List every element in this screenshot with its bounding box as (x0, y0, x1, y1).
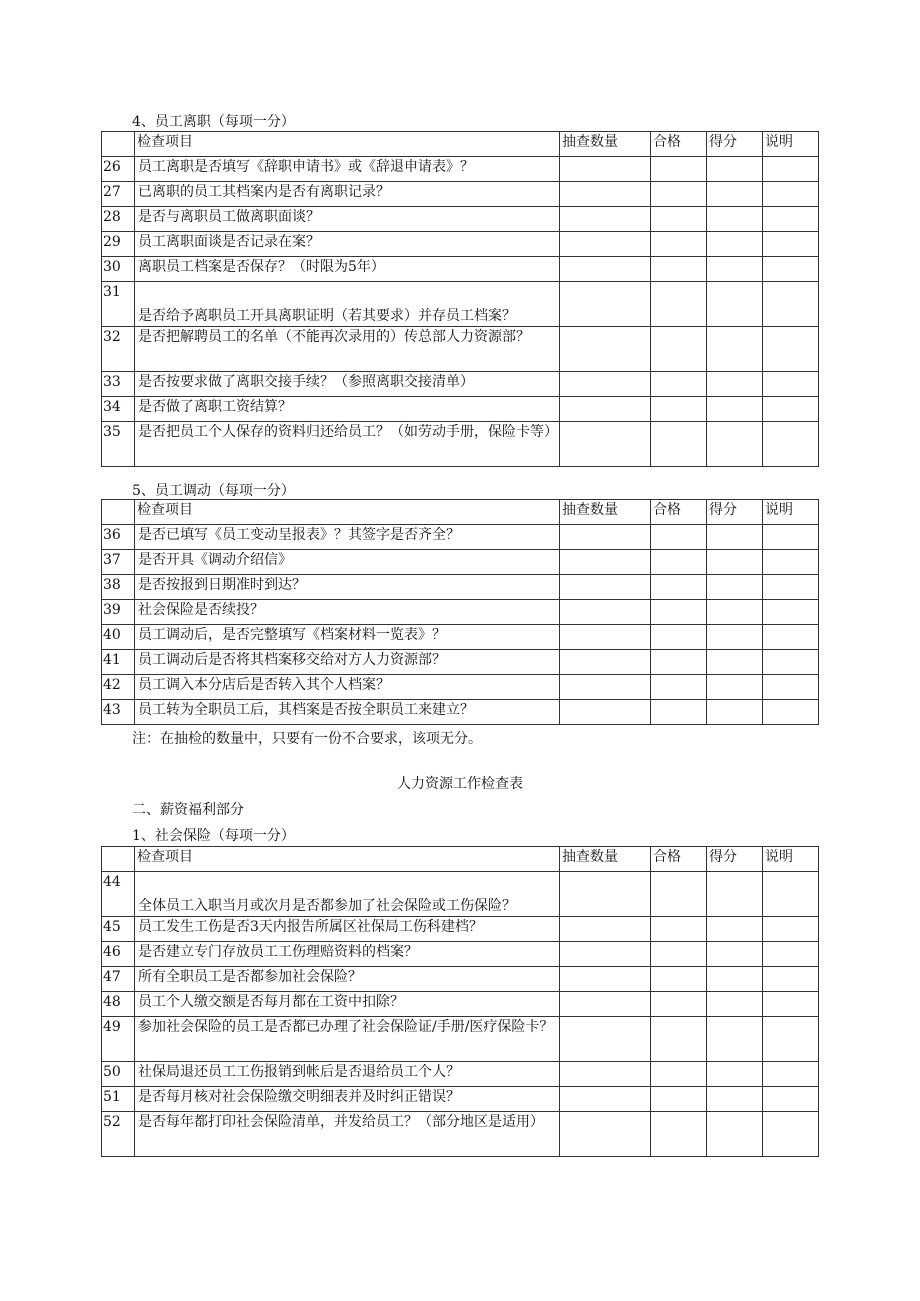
pass-cell[interactable] (651, 1087, 707, 1112)
table-row (102, 967, 819, 992)
row-number: 36 (102, 525, 135, 550)
header-number-cell (102, 847, 135, 872)
sample-count-cell[interactable] (560, 1062, 651, 1087)
score-cell[interactable] (707, 600, 763, 625)
pass-cell[interactable] (651, 282, 707, 327)
row-number: 41 (102, 650, 135, 675)
column-header: 抽查数量 (560, 132, 651, 157)
check-item: 全体员工入职当月或次月是否都参加了社会保险或工伤保险？ (135, 872, 560, 917)
row-number: 28 (102, 207, 135, 232)
pass-cell[interactable] (651, 917, 707, 942)
score-cell[interactable] (707, 372, 763, 397)
score-cell[interactable] (707, 422, 763, 467)
score-cell[interactable] (707, 992, 763, 1017)
score-cell[interactable] (707, 282, 763, 327)
pass-cell[interactable] (651, 182, 707, 207)
row-number: 43 (102, 700, 135, 725)
score-cell[interactable] (707, 1017, 763, 1062)
pass-cell[interactable] (651, 625, 707, 650)
sample-count-cell[interactable] (560, 1112, 651, 1157)
sample-count-cell[interactable] (560, 182, 651, 207)
remarks-cell[interactable] (763, 422, 819, 467)
header-number-cell (102, 500, 135, 525)
row-number: 34 (102, 397, 135, 422)
pass-cell[interactable] (651, 550, 707, 575)
remarks-cell[interactable] (763, 1112, 819, 1157)
remarks-cell[interactable] (763, 257, 819, 282)
score-cell[interactable] (707, 675, 763, 700)
row-number: 47 (102, 967, 135, 992)
table-header-row (102, 847, 819, 872)
sample-count-cell[interactable] (560, 327, 651, 372)
checklist-table-social-insurance (101, 846, 819, 1157)
section-4-heading: 4、员工离职（每项一分） (132, 114, 295, 130)
check-item: 是否按报到日期准时到达？ (135, 575, 560, 600)
score-cell[interactable] (707, 232, 763, 257)
remarks-cell[interactable] (763, 207, 819, 232)
pass-cell[interactable] (651, 372, 707, 397)
row-number: 44 (102, 872, 135, 917)
check-item: 是否把解聘员工的名单（不能再次录用的）传总部人力资源部？ (135, 327, 560, 372)
score-cell[interactable] (707, 157, 763, 182)
sample-count-cell[interactable] (560, 992, 651, 1017)
table-row (102, 1087, 819, 1112)
pass-cell[interactable] (651, 1062, 707, 1087)
row-number: 27 (102, 182, 135, 207)
row-number: 32 (102, 327, 135, 372)
column-header: 得分 (707, 847, 763, 872)
check-item: 是否已填写《员工变动呈报表》？其签字是否齐全？ (135, 525, 560, 550)
check-item: 已离职的员工其档案内是否有离职记录？ (135, 182, 560, 207)
check-item: 员工调动后，是否完整填写《档案材料一览表》？ (135, 625, 560, 650)
check-item: 员工调入本分店后是否转入其个人档案？ (135, 675, 560, 700)
check-item: 是否按要求做了离职交接手续？（参照离职交接清单） (135, 372, 560, 397)
row-number: 38 (102, 575, 135, 600)
document-title: 人力资源工作检查表 (397, 776, 523, 792)
remarks-cell[interactable] (763, 675, 819, 700)
score-cell[interactable] (707, 397, 763, 422)
pass-cell[interactable] (651, 157, 707, 182)
check-item: 是否每月核对社会保险缴交明细表并及时纠正错误？ (135, 1087, 560, 1112)
remarks-cell[interactable] (763, 550, 819, 575)
scoring-note: 注：在抽检的数量中，只要有一份不合要求，该项无分。 (132, 731, 482, 747)
pass-cell[interactable] (651, 327, 707, 372)
check-item: 社保局退还员工工伤报销到帐后是否退给员工个人？ (135, 1062, 560, 1087)
check-item: 是否与离职员工做离职面谈？ (135, 207, 560, 232)
check-item: 所有全职员工是否都参加社会保险？ (135, 967, 560, 992)
score-cell[interactable] (707, 182, 763, 207)
pass-cell[interactable] (651, 525, 707, 550)
score-cell[interactable] (707, 1062, 763, 1087)
check-item: 是否开具《调动介绍信》 (135, 550, 560, 575)
remarks-cell[interactable] (763, 1087, 819, 1112)
column-header: 说明 (763, 847, 819, 872)
pass-cell[interactable] (651, 1112, 707, 1157)
row-number: 40 (102, 625, 135, 650)
row-number: 48 (102, 992, 135, 1017)
remarks-cell[interactable] (763, 182, 819, 207)
sample-count-cell[interactable] (560, 575, 651, 600)
sample-count-cell[interactable] (560, 650, 651, 675)
check-item: 是否给予离职员工开具离职证明（若其要求）并存员工档案？ (135, 282, 560, 327)
table-row (102, 600, 819, 625)
score-cell[interactable] (707, 625, 763, 650)
remarks-cell[interactable] (763, 327, 819, 372)
table-row (102, 182, 819, 207)
sample-count-cell[interactable] (560, 207, 651, 232)
column-header: 检查项目 (135, 847, 560, 872)
score-cell[interactable] (707, 207, 763, 232)
sample-count-cell[interactable] (560, 600, 651, 625)
sample-count-cell[interactable] (560, 232, 651, 257)
check-item: 参加社会保险的员工是否都已办理了社会保险证/手册/医疗保险卡？ (135, 1017, 560, 1062)
remarks-cell[interactable] (763, 232, 819, 257)
check-item: 员工转为全职员工后，其档案是否按全职员工来建立？ (135, 700, 560, 725)
sample-count-cell[interactable] (560, 282, 651, 327)
pass-cell[interactable] (651, 872, 707, 917)
table-row (102, 232, 819, 257)
sample-count-cell[interactable] (560, 700, 651, 725)
column-header: 得分 (707, 132, 763, 157)
checklist-table-resignation (101, 131, 819, 467)
score-cell[interactable] (707, 917, 763, 942)
pass-cell[interactable] (651, 600, 707, 625)
pass-cell[interactable] (651, 207, 707, 232)
section-social-insurance-heading: 1、社会保险（每项一分） (132, 828, 295, 844)
table-row (102, 917, 819, 942)
sample-count-cell[interactable] (560, 157, 651, 182)
table-row (102, 397, 819, 422)
remarks-cell[interactable] (763, 157, 819, 182)
row-number: 30 (102, 257, 135, 282)
check-item: 员工离职面谈是否记录在案？ (135, 232, 560, 257)
table-row (102, 700, 819, 725)
row-number: 37 (102, 550, 135, 575)
row-number: 52 (102, 1112, 135, 1157)
score-cell[interactable] (707, 650, 763, 675)
sample-count-cell[interactable] (560, 1017, 651, 1062)
table-row (102, 650, 819, 675)
pass-cell[interactable] (651, 397, 707, 422)
column-header: 说明 (763, 500, 819, 525)
sample-count-cell[interactable] (560, 967, 651, 992)
row-number: 26 (102, 157, 135, 182)
table-row (102, 257, 819, 282)
table-row (102, 525, 819, 550)
check-item: 员工离职是否填写《辞职申请书》或《辞退申请表》？ (135, 157, 560, 182)
row-number: 42 (102, 675, 135, 700)
remarks-cell[interactable] (763, 650, 819, 675)
pass-cell[interactable] (651, 1017, 707, 1062)
row-number: 51 (102, 1087, 135, 1112)
row-number: 35 (102, 422, 135, 467)
pass-cell[interactable] (651, 650, 707, 675)
remarks-cell[interactable] (763, 1017, 819, 1062)
table-row (102, 1112, 819, 1157)
sample-count-cell[interactable] (560, 422, 651, 467)
sample-count-cell[interactable] (560, 917, 651, 942)
table-row (102, 1062, 819, 1087)
column-header: 检查项目 (135, 500, 560, 525)
score-cell[interactable] (707, 327, 763, 372)
sample-count-cell[interactable] (560, 525, 651, 550)
check-item: 是否每年都打印社会保险清单，并发给员工？（部分地区是适用） (135, 1112, 560, 1157)
header-number-cell (102, 132, 135, 157)
column-header: 抽查数量 (560, 500, 651, 525)
table-row (102, 575, 819, 600)
check-item: 员工发生工伤是否3天内报告所属区社保局工伤科建档？ (135, 917, 560, 942)
pass-cell[interactable] (651, 992, 707, 1017)
column-header: 说明 (763, 132, 819, 157)
checklist-table-transfer (101, 499, 819, 725)
pass-cell[interactable] (651, 700, 707, 725)
check-item: 是否做了离职工资结算？ (135, 397, 560, 422)
pass-cell[interactable] (651, 257, 707, 282)
table-row (102, 550, 819, 575)
check-item: 员工调动后是否将其档案移交给对方人力资源部？ (135, 650, 560, 675)
table-row (102, 422, 819, 467)
pass-cell[interactable] (651, 422, 707, 467)
remarks-cell[interactable] (763, 700, 819, 725)
row-number: 49 (102, 1017, 135, 1062)
score-cell[interactable] (707, 700, 763, 725)
table-row (102, 625, 819, 650)
remarks-cell[interactable] (763, 942, 819, 967)
pass-cell[interactable] (651, 575, 707, 600)
sample-count-cell[interactable] (560, 550, 651, 575)
column-header: 合格 (651, 847, 707, 872)
check-item: 是否建立专门存放员工工伤理赔资料的档案？ (135, 942, 560, 967)
row-number: 31 (102, 282, 135, 327)
table-row (102, 207, 819, 232)
row-number: 29 (102, 232, 135, 257)
sample-count-cell[interactable] (560, 872, 651, 917)
table-row (102, 675, 819, 700)
remarks-cell[interactable] (763, 397, 819, 422)
table-row (102, 942, 819, 967)
part-heading: 二、薪资福利部分 (132, 802, 244, 818)
sample-count-cell[interactable] (560, 625, 651, 650)
section-5-heading: 5、员工调动（每项一分） (132, 483, 295, 499)
score-cell[interactable] (707, 967, 763, 992)
sample-count-cell[interactable] (560, 675, 651, 700)
column-header: 得分 (707, 500, 763, 525)
check-item: 员工个人缴交额是否每月都在工资中扣除？ (135, 992, 560, 1017)
table-row (102, 372, 819, 397)
score-cell[interactable] (707, 525, 763, 550)
pass-cell[interactable] (651, 232, 707, 257)
row-number: 46 (102, 942, 135, 967)
remarks-cell[interactable] (763, 282, 819, 327)
pass-cell[interactable] (651, 942, 707, 967)
table-header-row (102, 132, 819, 157)
remarks-cell[interactable] (763, 917, 819, 942)
sample-count-cell[interactable] (560, 372, 651, 397)
score-cell[interactable] (707, 872, 763, 917)
check-item: 是否把员工个人保存的资料归还给员工？（如劳动手册，保险卡等） (135, 422, 560, 467)
row-number: 45 (102, 917, 135, 942)
remarks-cell[interactable] (763, 872, 819, 917)
row-number: 50 (102, 1062, 135, 1087)
remarks-cell[interactable] (763, 967, 819, 992)
remarks-cell[interactable] (763, 575, 819, 600)
table-row (102, 157, 819, 182)
sample-count-cell[interactable] (560, 257, 651, 282)
remarks-cell[interactable] (763, 1062, 819, 1087)
row-number: 39 (102, 600, 135, 625)
column-header: 合格 (651, 132, 707, 157)
table-row (102, 327, 819, 372)
score-cell[interactable] (707, 1112, 763, 1157)
column-header: 抽查数量 (560, 847, 651, 872)
table-row (102, 992, 819, 1017)
check-item: 离职员工档案是否保存？（时限为5年） (135, 257, 560, 282)
row-number: 33 (102, 372, 135, 397)
remarks-cell[interactable] (763, 372, 819, 397)
check-item: 社会保险是否续投？ (135, 600, 560, 625)
table-row (102, 282, 819, 327)
remarks-cell[interactable] (763, 992, 819, 1017)
remarks-cell[interactable] (763, 600, 819, 625)
pass-cell[interactable] (651, 675, 707, 700)
table-row (102, 872, 819, 917)
sample-count-cell[interactable] (560, 1087, 651, 1112)
column-header: 合格 (651, 500, 707, 525)
table-header-row (102, 500, 819, 525)
sample-count-cell[interactable] (560, 397, 651, 422)
score-cell[interactable] (707, 550, 763, 575)
score-cell[interactable] (707, 257, 763, 282)
score-cell[interactable] (707, 1087, 763, 1112)
column-header: 检查项目 (135, 132, 560, 157)
pass-cell[interactable] (651, 967, 707, 992)
remarks-cell[interactable] (763, 625, 819, 650)
table-row (102, 1017, 819, 1062)
sample-count-cell[interactable] (560, 942, 651, 967)
score-cell[interactable] (707, 575, 763, 600)
remarks-cell[interactable] (763, 525, 819, 550)
score-cell[interactable] (707, 942, 763, 967)
